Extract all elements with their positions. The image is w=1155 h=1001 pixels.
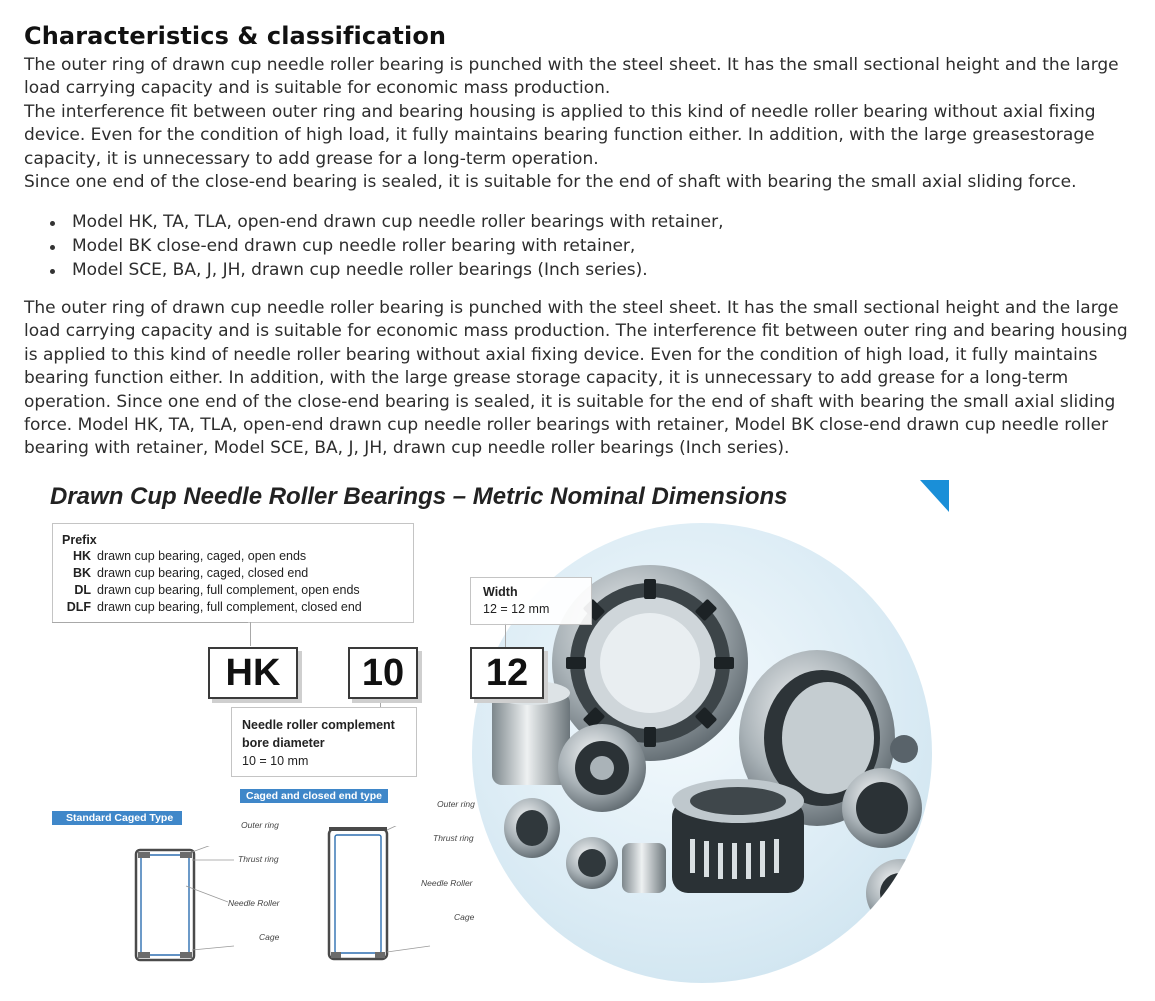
designation-width: 12 bbox=[470, 647, 544, 699]
figure-title: Drawn Cup Needle Roller Bearings – Metric Nominal Dimensions bbox=[50, 483, 788, 510]
bore-legend bbox=[231, 707, 417, 777]
prefix-code: HK bbox=[72, 549, 91, 563]
intro-line-2: The interference fit between outer ring and bearing housing is applied to this kind of needle roller bearing without axial fixing device. Even for the condition of high load, it fully maintains bearing function either. In addition, with the large greasestorage capacity, it is unnecessary to add grease for a long-term operation. bbox=[24, 101, 1096, 169]
caged-closed-tag: Caged and closed end type bbox=[240, 789, 388, 803]
list-item: Model SCE, BA, J, JH, drawn cup needle roller bearings (Inch series). bbox=[46, 258, 724, 282]
bore-legend-line1: Needle roller complement bbox=[242, 718, 395, 732]
designation-bore: 10 bbox=[348, 647, 418, 699]
prefix-desc: drawn cup bearing, caged, open ends bbox=[97, 549, 307, 563]
standard-caged-tag: Standard Caged Type bbox=[52, 811, 182, 825]
intro-line-3: Since one end of the close-end bearing is sealed, it is suitable for the end of shaft with bearing the small axial sliding force. bbox=[24, 172, 1077, 193]
prefix-row-dl bbox=[59, 582, 360, 598]
std-thrust-ring-label: Thrust ring bbox=[238, 854, 279, 864]
bore-legend-line3: 10 = 10 mm bbox=[242, 754, 309, 768]
list-item: Model BK close-end drawn cup needle roller bearing with retainer, bbox=[46, 234, 724, 258]
prefix-desc: drawn cup bearing, full complement, closed end bbox=[97, 600, 362, 614]
prefix-row-bk bbox=[59, 565, 308, 581]
width-title: Width bbox=[483, 585, 518, 599]
summary-paragraph: The outer ring of drawn cup needle roller bearing is punched with the steel sheet. It has the small sectional height and the large load carrying capacity and is suitable for economic mass production. The interference fit between outer ring and bearing housing is applied to this kind of needle roller bearing without axial fixing device. Even for the condition of high load, it fully maintains bearing function either. In addition, with the large grease storage capacity, it is unnecessary to add grease for a long-term operation. Since one end of the close-end bearing is sealed, it is suitable for the end of shaft with bearing the small axial sliding force. Model HK, TA, TLA, open-end drawn cup needle roller bearings with retainer, Model BK close-end drawn cup needle roller bearing with retainer, Model SCE, BA, J, JH, drawn cup needle roller bearings (Inch series). bbox=[24, 298, 1128, 459]
model-list bbox=[46, 210, 724, 282]
closed-cage-label: Cage bbox=[454, 912, 475, 922]
closed-thrust-ring-label: Thrust ring bbox=[433, 833, 474, 843]
prefix-row-dlf bbox=[59, 599, 362, 615]
intro-line-1: The outer ring of drawn cup needle roller bearing is punched with the steel sheet. It has the small sectional height and the large load carrying capacity and is suitable for economic mass production. bbox=[24, 55, 1119, 99]
bore-legend-line2: bore diameter bbox=[242, 736, 325, 750]
prefix-connector bbox=[52, 622, 248, 623]
closed-needle-roller-label: Needle Roller bbox=[421, 878, 473, 888]
prefix-connector bbox=[250, 622, 251, 646]
prefix-code: BK bbox=[72, 566, 91, 580]
prefix-code: DLF bbox=[66, 600, 91, 614]
std-outer-ring-label: Outer ring bbox=[241, 820, 279, 830]
std-cage-label: Cage bbox=[259, 932, 280, 942]
closed-section-diagram bbox=[326, 826, 446, 962]
width-legend bbox=[470, 577, 592, 625]
page-heading: Characteristics & classification bbox=[24, 22, 447, 50]
bearing-figure bbox=[0, 470, 1155, 1001]
closed-outer-ring-label: Outer ring bbox=[437, 799, 475, 809]
prefix-desc: drawn cup bearing, full complement, open ends bbox=[97, 583, 360, 597]
prefix-desc: drawn cup bearing, caged, closed end bbox=[97, 566, 309, 580]
prefix-row-hk bbox=[59, 548, 306, 564]
prefix-legend bbox=[52, 523, 414, 623]
width-value: 12 = 12 mm bbox=[483, 602, 550, 616]
width-connector bbox=[505, 623, 506, 647]
prefix-title: Prefix bbox=[62, 533, 97, 547]
corner-triangle-icon bbox=[920, 480, 950, 514]
designation-prefix: HK bbox=[208, 647, 298, 699]
list-item: Model HK, TA, TLA, open-end drawn cup needle roller bearings with retainer, bbox=[46, 210, 724, 234]
intro-paragraph bbox=[24, 54, 1134, 194]
std-needle-roller-label: Needle Roller bbox=[228, 898, 280, 908]
prefix-code: DL bbox=[74, 583, 91, 597]
